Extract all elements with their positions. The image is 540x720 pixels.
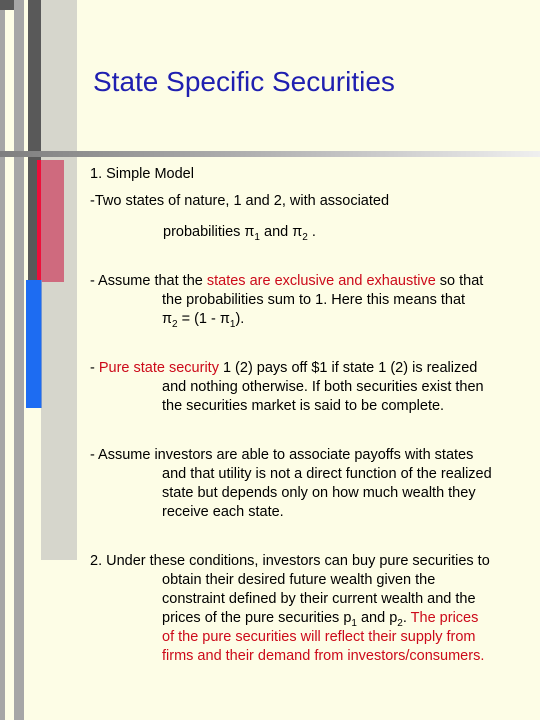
slide-title: State Specific Securities [93, 66, 395, 97]
decor-bar-dark-top [0, 0, 14, 10]
conditions-line-4: prices of the pure securities $p_1$ and $p_2$. The prices [162, 610, 479, 629]
assume-investors-line-4: receive each state. [162, 504, 284, 520]
conditions-line-5: of the pure securities will reflect their supply from [162, 629, 476, 645]
assume-states-line-1: - Assume that the states are exclusive and exhaustive so that [90, 273, 484, 289]
assume-investors-line-2: and that utility is not a direct function of the realized [162, 466, 492, 482]
probabilities-line: probabilities $\pi_1$ and $\pi_2$ . [163, 224, 316, 243]
conditions-line-2: obtain their desired future wealth given the [162, 572, 436, 588]
simple-model-heading: 1. Simple Model [90, 166, 194, 182]
assume-investors-line-3: state but depends only on how much wealth they [162, 485, 476, 501]
decor-bar-gray-left [0, 0, 5, 720]
slide-body [90, 165, 535, 666]
decor-bar-gray-block [41, 0, 77, 560]
assume-investors-line-1: - Assume investors are able to associate payoffs with states [90, 447, 474, 463]
assume-states-line-2: the probabilities sum to 1. Here this means that [162, 292, 466, 308]
conditions-line-1: 2. Under these conditions, investors can buy pure securities to [90, 553, 490, 569]
title-rule [0, 151, 540, 157]
decor-bar-gray-mid [14, 0, 24, 720]
conditions-line-6: firms and their demand from investors/consumers. [162, 648, 485, 664]
pure-security-line-2: and nothing otherwise. If both securities exist then [162, 379, 484, 395]
assume-states-line-3: $\pi_2 = (1 - \pi_1)$. [162, 311, 245, 330]
conditions-line-3: constraint defined by their current wealth and the [162, 591, 476, 607]
two-states-line: -Two states of nature, 1 and 2, with associated [90, 193, 390, 209]
pure-security-line-3: the securities market is said to be complete. [162, 398, 445, 414]
pure-security-line-1: - Pure state security 1 (2) pays off $1 if state 1 (2) is realized [90, 360, 478, 376]
decor-bar-blue [26, 280, 42, 408]
